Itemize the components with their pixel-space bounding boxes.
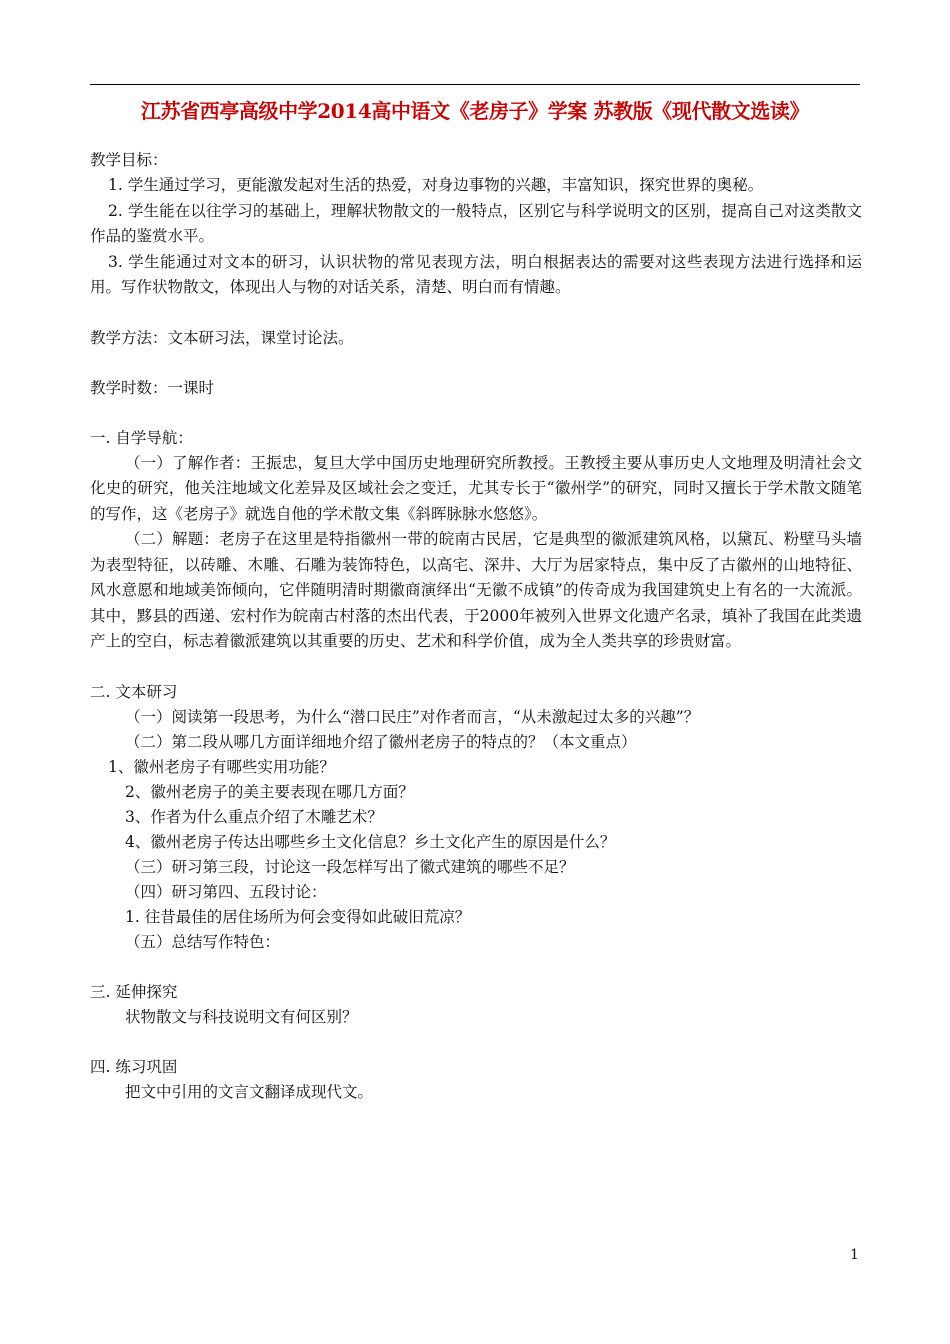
- question-1: （一）阅读第一段思考，为什么“潜口民庄”对作者而言，“从未激起过太多的兴趣”？: [125, 707, 700, 726]
- question-4: （四）研习第四、五段讨论：: [125, 882, 327, 901]
- teaching-method: 教学方法：文本研习法，课堂讨论法。: [90, 328, 354, 347]
- title-explanation: （二）解题：老房子在这里是特指徽州一带的皖南古民居，它是典型的徽派建筑风格，以黛瓦、粉壁马头墙为表型特征，以砖雕、木雕、石雕为装饰特色，以高宅、深井、大厅为居家特点，集中反了古徽州的山地特征、风水意愿和地域美饰倾向，它伴随明清时期徽商演绎出“无徽不成镇”的传奇成为我国建筑史上有名的一大流派。其中，黟县的西递、宏村作为皖南古村落的杰出代表，于2000年被列入世界文化遗产名录，填补了我国在此类遗产上的空白，标志着徽派建筑以其重要的历史、艺术和科学价值，成为全人类共享的珍贵财富。: [90, 530, 862, 650]
- question-2-item-3: 3、作者为什么重点介绍了木雕艺术？: [125, 807, 383, 826]
- objective-item-2: 2. 学生能在以往学习的基础上，理解状物散文的一般特点，区别它与科学说明文的区别，提高自己对这类散文作品的鉴赏水平。: [90, 201, 862, 245]
- objectives-heading: 教学目标：: [90, 151, 168, 169]
- objective-item-1: 1. 学生通过学习，更能激发起对生活的热爱，对身边事物的兴趣，丰富知识，探究世界的奥秘。: [108, 176, 764, 194]
- document-body: [90, 148, 862, 1105]
- page-number: 1: [850, 1247, 859, 1263]
- question-2-item-1: 1、徽州老房子有哪些实用功能？: [108, 757, 335, 776]
- document-title: 江苏省西亭高级中学2014高中语文《老房子》学案 苏教版《现代散文选读》: [140, 99, 810, 123]
- question-2-item-2: 2、徽州老房子的美主要表现在哪几方面？: [125, 782, 414, 801]
- section-3-heading: 三. 延伸探究: [90, 982, 178, 1001]
- section-2-heading: 二. 文本研习: [90, 682, 178, 701]
- section-4-body: 把文中引用的文言文翻译成现代文。: [125, 1082, 374, 1101]
- section-3-body: 状物散文与科技说明文有何区别？: [125, 1007, 358, 1026]
- question-4-item-1: 1. 往昔最佳的居住场所为何会变得如此破旧荒凉？: [125, 907, 471, 926]
- objective-item-3: 3. 学生能通过对文本的研习，认识状物的常见表现方法，明白根据表达的需要对这些表现方法进行选择和运用。写作状物散文，体现出人与物的对话关系，清楚、明白而有情趣。: [90, 252, 862, 296]
- section-4-heading: 四. 练习巩固: [90, 1057, 178, 1076]
- author-intro: （一）了解作者：王振忠，复旦大学中国历史地理研究所教授。王教授主要从事历史人文地理及明清社会文化史的研究，他关注地域文化差异及区域社会之变迁，尤其专长于“徽州学”的研究，同时又擅长于学术散文随笔的写作，这《老房子》就选自他的学术散文集《斜晖脉脉水悠悠》。: [90, 453, 862, 523]
- question-2: （二）第二段从哪几方面详细地介绍了徽州老房子的特点的？（本文重点）: [125, 732, 637, 751]
- question-2-item-4: 4、徽州老房子传达出哪些乡土文化信息？乡土文化产生的原因是什么？: [125, 832, 616, 851]
- header-rule: [90, 84, 860, 85]
- question-3: （三）研习第三段，讨论这一段怎样写出了徽式建筑的哪些不足？: [125, 857, 575, 876]
- teaching-hours: 教学时数：一课时: [90, 378, 215, 397]
- question-5: （五）总结写作特色：: [125, 932, 281, 951]
- section-1-heading: 一. 自学导航：: [90, 428, 193, 447]
